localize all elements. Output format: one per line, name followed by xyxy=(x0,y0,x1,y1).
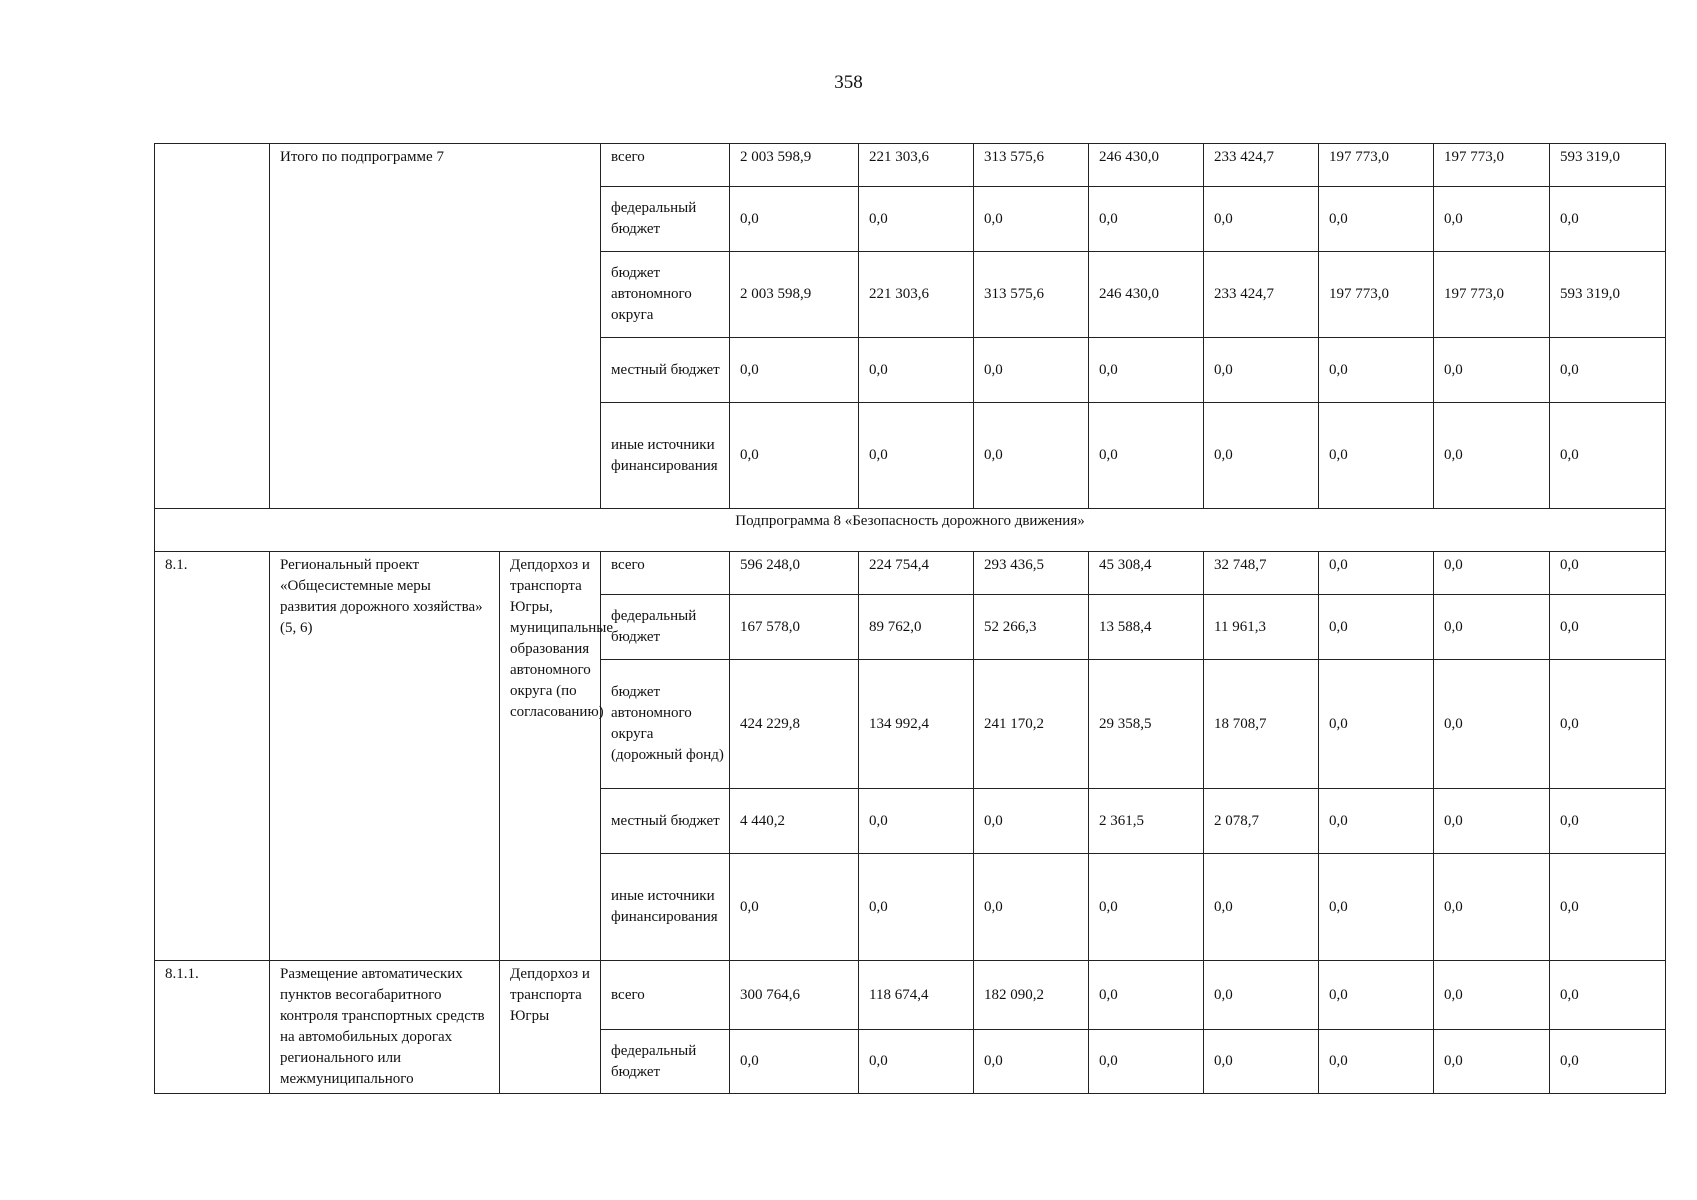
value-cell: 4 440,2 xyxy=(730,789,859,854)
value-cell: 233 424,7 xyxy=(1204,144,1319,187)
value-cell: 45 308,4 xyxy=(1089,552,1204,595)
source-cell: федеральный бюджет xyxy=(601,187,730,252)
value-cell: 0,0 xyxy=(974,338,1089,403)
value-cell: 246 430,0 xyxy=(1089,252,1204,338)
value-cell: 596 248,0 xyxy=(730,552,859,595)
value-cell: 0,0 xyxy=(1550,789,1666,854)
item-executor: Депдорхоз и транспорта Югры, муниципальные образования автономного округа (по согласованию) xyxy=(500,552,601,961)
value-cell: 0,0 xyxy=(1434,660,1550,789)
total-label: Итого по подпрограмме 7 xyxy=(270,144,601,509)
value-cell: 0,0 xyxy=(730,338,859,403)
source-cell: федеральный бюджет xyxy=(601,1030,730,1094)
item-executor: Депдорхоз и транспорта Югры xyxy=(500,961,601,1094)
value-cell: 233 424,7 xyxy=(1204,252,1319,338)
value-cell: 224 754,4 xyxy=(859,552,974,595)
value-cell: 2 003 598,9 xyxy=(730,144,859,187)
value-cell: 89 762,0 xyxy=(859,595,974,660)
source-cell: федеральный бюджет xyxy=(601,595,730,660)
value-cell: 0,0 xyxy=(859,789,974,854)
value-cell: 0,0 xyxy=(1550,338,1666,403)
source-cell: бюджет автономного округа xyxy=(601,252,730,338)
value-cell: 0,0 xyxy=(730,403,859,509)
value-cell: 0,0 xyxy=(1434,1030,1550,1094)
value-cell: 0,0 xyxy=(1434,854,1550,961)
item-name: Размещение автоматических пунктов весогабаритного контроля транспортных средств на автомобильных дорогах регионального или межмуниципального xyxy=(270,961,500,1094)
value-cell: 0,0 xyxy=(1319,552,1434,595)
value-cell: 0,0 xyxy=(1204,854,1319,961)
value-cell: 0,0 xyxy=(1319,1030,1434,1094)
value-cell: 0,0 xyxy=(974,1030,1089,1094)
value-cell: 0,0 xyxy=(1550,1030,1666,1094)
value-cell: 593 319,0 xyxy=(1550,252,1666,338)
value-cell: 0,0 xyxy=(1550,403,1666,509)
value-cell: 0,0 xyxy=(859,338,974,403)
value-cell: 0,0 xyxy=(1204,1030,1319,1094)
value-cell: 0,0 xyxy=(1089,338,1204,403)
value-cell: 197 773,0 xyxy=(1434,252,1550,338)
table-row xyxy=(155,961,1666,1030)
value-cell: 0,0 xyxy=(859,1030,974,1094)
value-cell: 118 674,4 xyxy=(859,961,974,1030)
value-cell: 0,0 xyxy=(1434,961,1550,1030)
value-cell: 593 319,0 xyxy=(1550,144,1666,187)
value-cell: 0,0 xyxy=(1319,961,1434,1030)
value-cell: 221 303,6 xyxy=(859,252,974,338)
budget-table xyxy=(154,143,1666,1094)
value-cell: 0,0 xyxy=(1319,187,1434,252)
value-cell: 0,0 xyxy=(1089,187,1204,252)
source-cell: иные источники финансирования xyxy=(601,403,730,509)
value-cell: 0,0 xyxy=(1204,187,1319,252)
value-cell: 2 078,7 xyxy=(1204,789,1319,854)
value-cell: 0,0 xyxy=(730,1030,859,1094)
page-number: 358 xyxy=(834,72,863,93)
value-cell: 0,0 xyxy=(1089,1030,1204,1094)
value-cell: 0,0 xyxy=(1204,338,1319,403)
source-cell: всего xyxy=(601,552,730,595)
value-cell: 300 764,6 xyxy=(730,961,859,1030)
table-row xyxy=(155,509,1666,552)
source-cell: бюджет автономного округа (дорожный фонд) xyxy=(601,660,730,789)
value-cell: 0,0 xyxy=(1550,595,1666,660)
value-cell: 11 961,3 xyxy=(1204,595,1319,660)
value-cell: 0,0 xyxy=(1550,854,1666,961)
value-cell: 197 773,0 xyxy=(1434,144,1550,187)
value-cell: 134 992,4 xyxy=(859,660,974,789)
value-cell: 0,0 xyxy=(1204,961,1319,1030)
value-cell: 0,0 xyxy=(859,187,974,252)
value-cell: 313 575,6 xyxy=(974,252,1089,338)
value-cell: 29 358,5 xyxy=(1089,660,1204,789)
value-cell: 197 773,0 xyxy=(1319,252,1434,338)
value-cell: 0,0 xyxy=(1319,338,1434,403)
value-cell: 0,0 xyxy=(974,789,1089,854)
value-cell: 0,0 xyxy=(1204,403,1319,509)
value-cell: 0,0 xyxy=(1089,403,1204,509)
value-cell: 221 303,6 xyxy=(859,144,974,187)
value-cell: 0,0 xyxy=(859,403,974,509)
value-cell: 0,0 xyxy=(1550,552,1666,595)
value-cell: 0,0 xyxy=(1550,660,1666,789)
value-cell: 0,0 xyxy=(1434,187,1550,252)
value-cell: 0,0 xyxy=(1319,403,1434,509)
value-cell: 0,0 xyxy=(730,187,859,252)
value-cell: 313 575,6 xyxy=(974,144,1089,187)
source-cell: иные источники финансирования xyxy=(601,854,730,961)
item-name: Региональный проект «Общесистемные меры развития дорожного хозяйства» (5, 6) xyxy=(270,552,500,961)
value-cell: 0,0 xyxy=(1089,961,1204,1030)
value-cell: 0,0 xyxy=(1434,403,1550,509)
item-number: 8.1. xyxy=(155,552,270,961)
source-cell: местный бюджет xyxy=(601,789,730,854)
value-cell: 0,0 xyxy=(1434,595,1550,660)
value-cell: 0,0 xyxy=(1089,854,1204,961)
value-cell: 0,0 xyxy=(974,403,1089,509)
value-cell: 52 266,3 xyxy=(974,595,1089,660)
value-cell: 182 090,2 xyxy=(974,961,1089,1030)
value-cell: 0,0 xyxy=(1319,660,1434,789)
item-number: 8.1.1. xyxy=(155,961,270,1094)
number-cell-empty xyxy=(155,144,270,509)
value-cell: 13 588,4 xyxy=(1089,595,1204,660)
value-cell: 0,0 xyxy=(1550,961,1666,1030)
value-cell: 0,0 xyxy=(1319,789,1434,854)
source-cell: всего xyxy=(601,961,730,1030)
value-cell: 241 170,2 xyxy=(974,660,1089,789)
value-cell: 0,0 xyxy=(1319,854,1434,961)
value-cell: 18 708,7 xyxy=(1204,660,1319,789)
source-cell: всего xyxy=(601,144,730,187)
table-row xyxy=(155,552,1666,595)
subprogram-heading: Подпрограмма 8 «Безопасность дорожного движения» xyxy=(155,509,1666,552)
value-cell: 246 430,0 xyxy=(1089,144,1204,187)
value-cell: 0,0 xyxy=(974,854,1089,961)
value-cell: 0,0 xyxy=(1319,595,1434,660)
value-cell: 2 361,5 xyxy=(1089,789,1204,854)
source-cell: местный бюджет xyxy=(601,338,730,403)
value-cell: 2 003 598,9 xyxy=(730,252,859,338)
value-cell: 293 436,5 xyxy=(974,552,1089,595)
value-cell: 0,0 xyxy=(1434,789,1550,854)
value-cell: 0,0 xyxy=(974,187,1089,252)
value-cell: 0,0 xyxy=(859,854,974,961)
value-cell: 167 578,0 xyxy=(730,595,859,660)
value-cell: 0,0 xyxy=(1434,338,1550,403)
value-cell: 32 748,7 xyxy=(1204,552,1319,595)
value-cell: 0,0 xyxy=(1434,552,1550,595)
value-cell: 0,0 xyxy=(730,854,859,961)
value-cell: 197 773,0 xyxy=(1319,144,1434,187)
table-row xyxy=(155,144,1666,187)
value-cell: 0,0 xyxy=(1550,187,1666,252)
value-cell: 424 229,8 xyxy=(730,660,859,789)
